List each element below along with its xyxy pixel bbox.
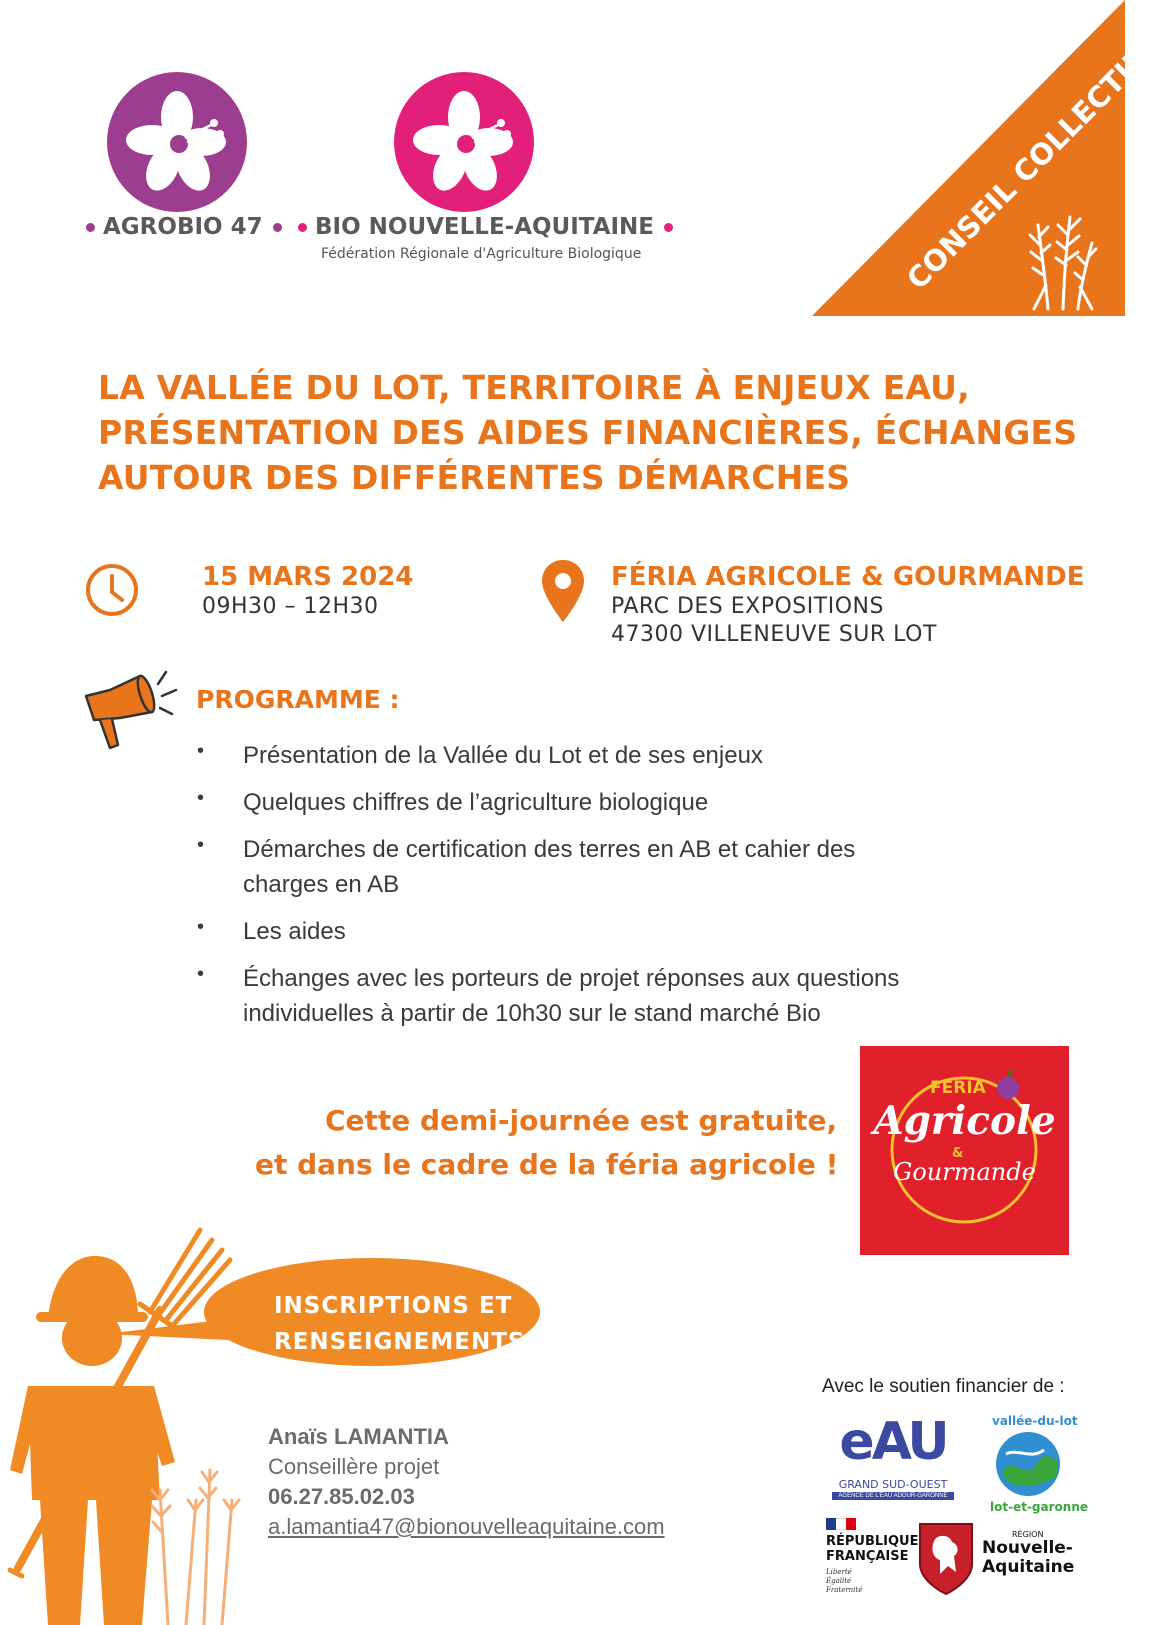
venue-address: 47300 VILLENEUVE SUR LOT [611, 622, 937, 647]
farmer-illustration [0, 1200, 560, 1625]
feria-amp: & [952, 1146, 964, 1161]
list-item: Échanges avec les porteurs de projet réponses aux questions individuelles à partir de 10h30 sur le stand marché Bio [243, 965, 900, 1027]
free-note-line-1: Cette demi-journée est gratuite, [325, 1104, 838, 1137]
feria-top: FERIA [930, 1078, 986, 1098]
eau-sub: GRAND SUD-OUEST [838, 1478, 948, 1491]
eau-tiny: AGENCE DE L'EAU ADOUR-GARONNE [832, 1492, 954, 1500]
date-block [202, 562, 413, 619]
bullet: • [197, 963, 205, 985]
bullet: • [197, 740, 205, 762]
free-note-line-2: et dans le cadre de la féria agricole ! [255, 1148, 839, 1181]
contact-email-link[interactable]: a.lamantia47@bionouvelleaquitaine.com [268, 1514, 665, 1539]
region-nouvelle-aquitaine-logo [982, 1530, 1078, 1577]
feria-agricole-logo [860, 1046, 1069, 1255]
venue-name: FÉRIA AGRICOLE & GOURMANDE [611, 562, 1085, 592]
location-pin-icon [540, 558, 586, 624]
flag-icon [826, 1518, 856, 1530]
wheat-icon [152, 1470, 239, 1625]
eau-main: eAU [839, 1412, 947, 1472]
rf-motto-3: Fraternité [826, 1586, 863, 1594]
lot-et-garonne-shield-icon [916, 1520, 976, 1596]
event-time: 09H30 – 12H30 [202, 594, 379, 619]
contact-role: Conseillère projet [268, 1454, 440, 1479]
vallee-bottom: lot-et-garonne [990, 1500, 1089, 1514]
title-line-1: LA VALLÉE DU LOT, TERRITOIRE À ENJEUX EAU, [98, 368, 970, 407]
title-line-2: PRÉSENTATION DES AIDES FINANCIÈRES, ÉCHANGES [98, 413, 1078, 452]
feria-bottom: Gourmande [893, 1158, 1036, 1186]
list-item: Démarches de certification des terres en AB et cahier des charges en AB [243, 836, 856, 898]
agence-eau-logo [832, 1412, 954, 1500]
programme-heading: PROGRAMME : [196, 685, 400, 714]
bullet: • [197, 834, 205, 856]
inscriptions-line-1: INSCRIPTIONS ET [274, 1293, 513, 1319]
title-line-3: AUTOUR DES DIFFÉRENTES DÉMARCHES [98, 458, 851, 497]
bullet: • [197, 787, 205, 809]
vallee-globe [978, 1414, 1078, 1514]
inscriptions-line-2: RENSEIGNEMENTS [274, 1329, 526, 1355]
region-name-1: Nouvelle- [982, 1538, 1073, 1558]
list-item: Les aides [243, 918, 346, 945]
bio-na-name: BIO NOUVELLE-AQUITAINE [315, 214, 655, 240]
clock-icon [84, 562, 140, 618]
location-block [611, 562, 1085, 647]
list-item: Quelques chiffres de l’agriculture biologique [243, 789, 709, 816]
feria-main: Agricole [873, 1098, 1056, 1144]
rf-motto-2: Égalité [826, 1577, 852, 1585]
agrobio-name: AGROBIO 47 [103, 214, 263, 240]
banner-label: CONSEIL COLLECTIF [900, 42, 1154, 297]
vallee-du-lot-logo [978, 1414, 1089, 1514]
region-name-2: Aquitaine [982, 1557, 1075, 1577]
banner-triangle [0, 0, 1125, 320]
bullet: • [197, 916, 205, 938]
contact-name: Anaïs LAMANTIA [268, 1424, 449, 1449]
republique-francaise-logo [826, 1518, 919, 1598]
rf-line-2: FRANÇAISE [826, 1549, 909, 1564]
rf-line-1: RÉPUBLIQUE [826, 1534, 919, 1549]
rf-motto-1: Liberté [826, 1568, 852, 1576]
contact-phone[interactable]: 06.27.85.02.03 [268, 1484, 415, 1509]
vallee-top: vallée-du-lot [992, 1414, 1078, 1428]
bio-na-subtitle: Fédération Régionale d'Agriculture Biologique [321, 246, 642, 262]
region-small: RÉGION [1012, 1530, 1044, 1539]
wheat-icon [1028, 205, 1098, 310]
megaphone-icon [80, 668, 180, 758]
list-item: Présentation de la Vallée du Lot et de ses enjeux [243, 742, 763, 769]
event-date: 15 MARS 2024 [202, 562, 414, 592]
inscriptions-bubble [274, 1288, 525, 1360]
support-heading: Avec le soutien financier de : [822, 1376, 1065, 1397]
venue-place: PARC DES EXPOSITIONS [611, 594, 884, 619]
